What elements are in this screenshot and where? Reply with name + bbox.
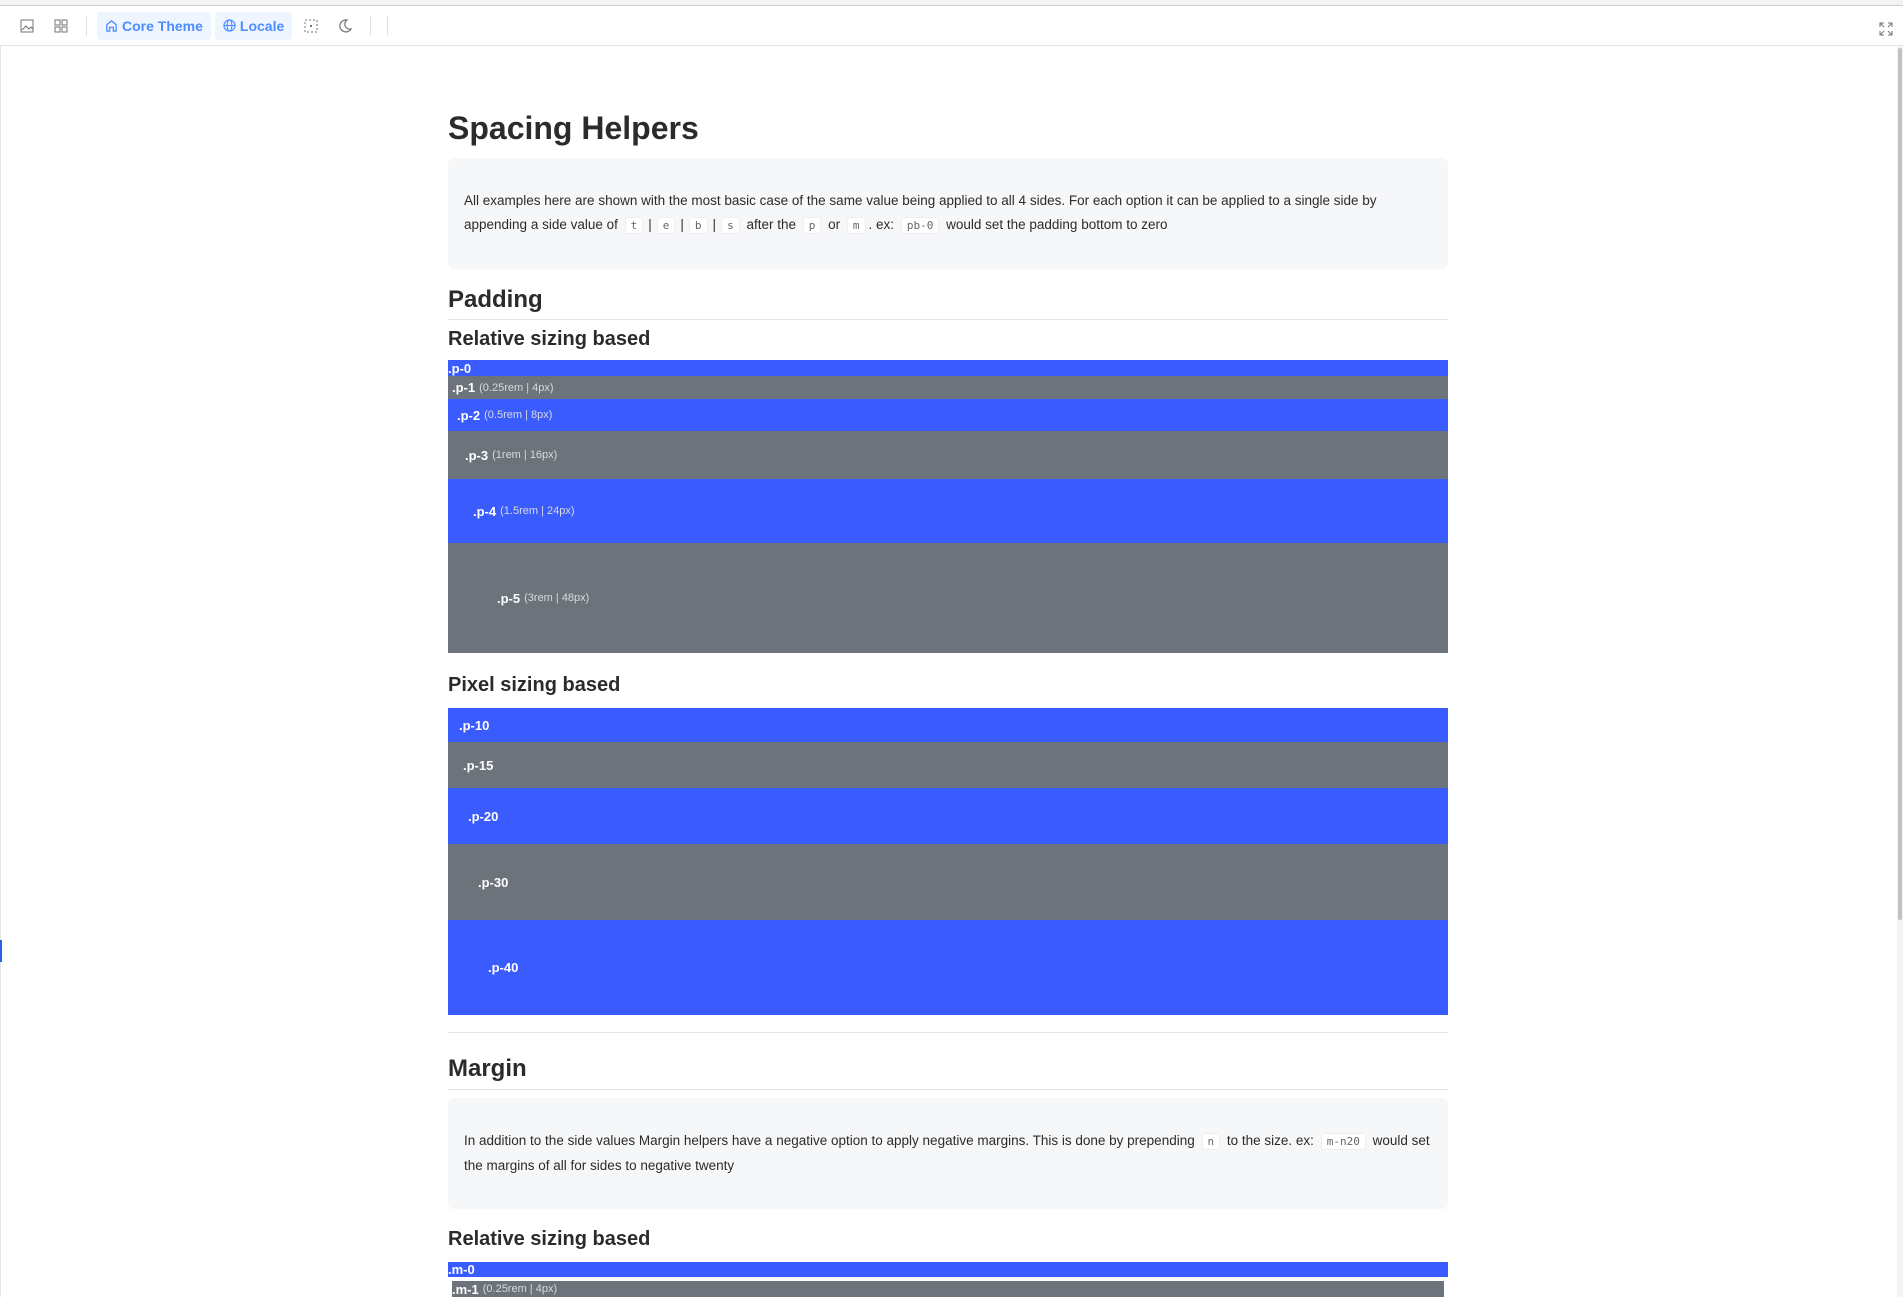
locale-label: Locale <box>239 17 285 34</box>
image-icon[interactable] <box>12 12 42 40</box>
fullscreen-icon[interactable] <box>1879 22 1893 41</box>
p-2-example <box>448 399 1448 431</box>
separator: | <box>648 217 652 232</box>
page-title: Spacing Helpers <box>448 110 699 146</box>
example-label: .p-0 <box>448 360 472 376</box>
padding-relative-heading: Relative sizing based <box>448 328 651 350</box>
intro-text: or <box>828 217 841 232</box>
home-icon <box>105 19 118 32</box>
example-note: (3rem | 48px) <box>524 592 590 604</box>
code-s: s <box>721 217 740 234</box>
code-p: p <box>803 217 822 234</box>
padding-heading: Padding <box>448 286 543 313</box>
scrollbar-thumb[interactable] <box>1898 48 1902 920</box>
margin-note <box>448 1098 1448 1209</box>
example-note: (0.5rem | 8px) <box>484 409 553 421</box>
p-15-example <box>448 742 1448 788</box>
example-label: .p-5 <box>497 590 521 606</box>
example-note: (0.25rem | 4px) <box>482 1283 558 1295</box>
toolbar-divider <box>387 16 388 36</box>
divider <box>448 1089 1448 1090</box>
intro-text: All examples here are shown with the most basic case of the same value being applied to all 4 sides. For each option it can be applied to a single side by appending a side value of <box>464 193 1377 232</box>
margin-heading: Margin <box>448 1055 527 1082</box>
p-20-example <box>448 788 1448 844</box>
p-3-example <box>448 431 1448 479</box>
example-note: (1rem | 16px) <box>492 449 558 461</box>
p-0-example <box>448 360 1448 376</box>
example-label: .p-15 <box>463 757 494 773</box>
example-label: .p-40 <box>488 960 519 975</box>
example-label: .p-3 <box>465 447 489 463</box>
intro-text: after the <box>746 217 796 232</box>
intro-text: would set the padding bottom to zero <box>946 217 1168 232</box>
code-e: e <box>657 217 676 234</box>
m-1-example <box>452 1281 1444 1297</box>
divider <box>448 319 1448 320</box>
code-n: n <box>1202 1133 1221 1150</box>
p-4-example <box>448 479 1448 543</box>
example-label: .p-1 <box>452 380 476 395</box>
example-label: .m-0 <box>448 1262 475 1277</box>
example-label: .m-1 <box>452 1281 479 1297</box>
example-note: (1.5rem | 24px) <box>500 505 575 517</box>
example-note: (0.25rem | 4px) <box>479 381 554 394</box>
toolbar <box>0 6 1903 46</box>
grid-icon[interactable] <box>46 12 76 40</box>
core-theme-label: Core Theme <box>122 17 203 34</box>
locale-button[interactable] <box>215 12 292 40</box>
margin-relative-heading: Relative sizing based <box>448 1228 651 1250</box>
divider <box>448 1032 1448 1033</box>
margin-note-text: to the size. ex: <box>1226 1133 1314 1148</box>
focus-marker <box>0 940 2 962</box>
code-t: t <box>625 217 644 234</box>
intro-text: . ex: <box>868 217 895 232</box>
m-0-example <box>448 1262 1448 1277</box>
margin-note-text: would set the margins of all for sides to negative twenty <box>464 1133 1430 1173</box>
p-10-example <box>448 708 1448 742</box>
separator: | <box>680 217 684 232</box>
padding-pixel-heading: Pixel sizing based <box>448 674 621 696</box>
core-theme-button[interactable] <box>97 12 211 40</box>
margin-note-text: In addition to the side values Margin helpers have a negative option to apply negative margins. This is done by prepending <box>464 1133 1195 1148</box>
left-edge <box>0 46 1 1297</box>
example-label: .p-20 <box>468 808 499 824</box>
separator: | <box>712 217 717 232</box>
code-example: m-n20 <box>1321 1133 1366 1150</box>
p-5-example <box>448 543 1448 653</box>
p-40-example <box>448 920 1448 1015</box>
code-b: b <box>689 217 708 234</box>
example-label: .p-10 <box>459 717 490 733</box>
viewport-icon[interactable] <box>296 12 326 40</box>
p-30-example <box>448 844 1448 920</box>
p-1-example <box>448 376 1448 399</box>
moon-icon[interactable] <box>330 12 360 40</box>
code-example: pb-0 <box>901 217 940 234</box>
example-label: .p-30 <box>478 874 509 890</box>
intro-note <box>448 158 1448 269</box>
example-label: .p-2 <box>457 407 481 423</box>
example-label: .p-4 <box>473 503 497 519</box>
code-m: m <box>847 217 866 234</box>
toolbar-divider <box>86 16 87 36</box>
globe-icon <box>223 19 236 32</box>
toolbar-divider <box>370 16 371 36</box>
